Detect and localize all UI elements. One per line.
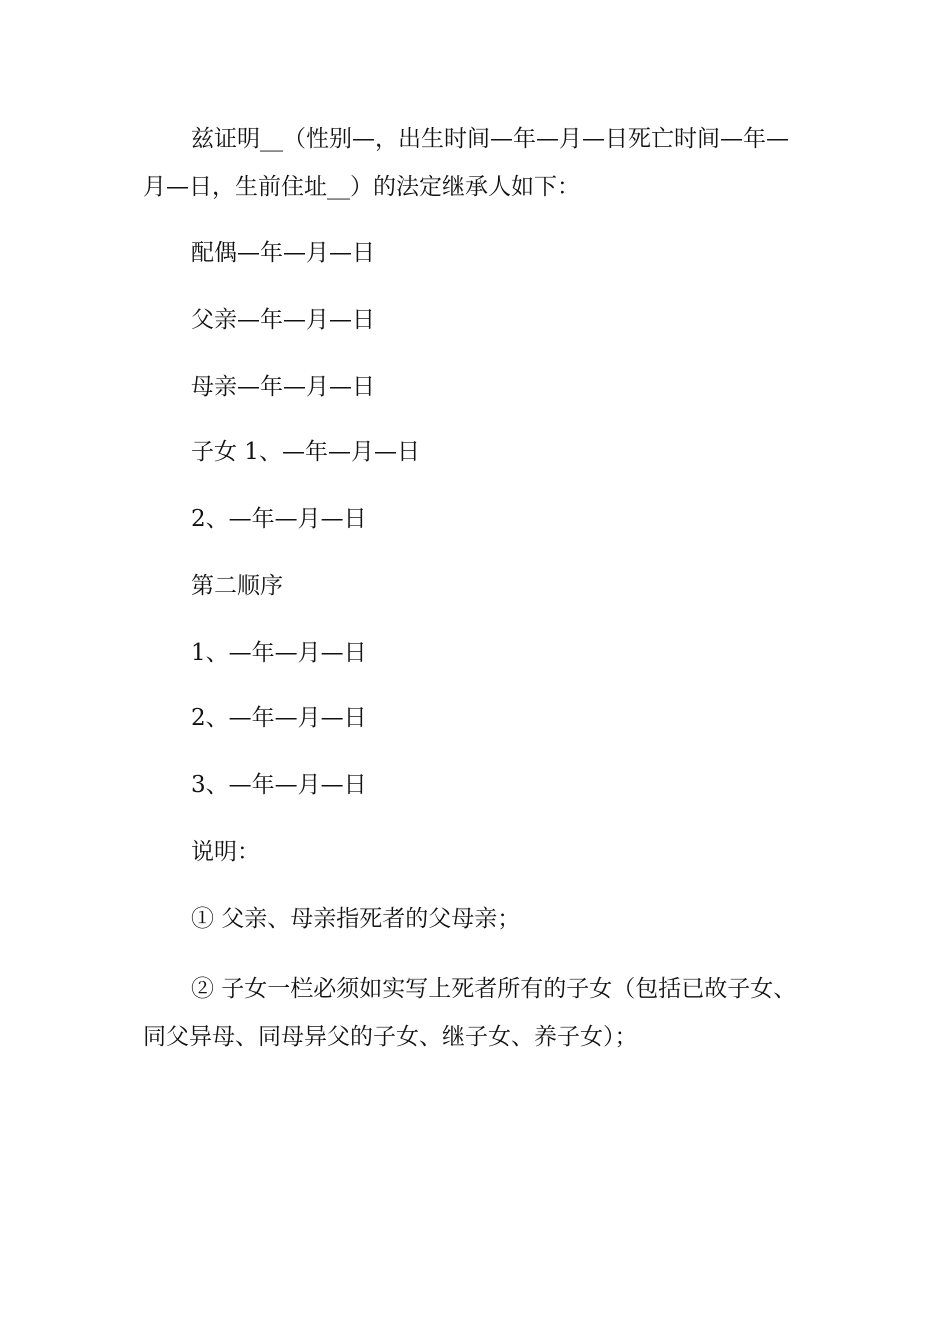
heir-mother: 母亲—年—月—日 (191, 374, 375, 400)
note-1: ① 父亲、母亲指死者的父母亲； (191, 906, 521, 932)
notes-heading: 说明： (191, 839, 260, 865)
intro-paragraph: 兹证明__（性别—，出生时间—年—月—日死亡时间—年—月—日，生前住址__）的法定继承人如下： (143, 126, 789, 200)
heir-father: 父亲—年—月—日 (191, 307, 375, 333)
second-order-item-3: 3、—年—月—日 (191, 772, 367, 798)
heir-child-1: 子女 1、—年—月—日 (191, 439, 420, 465)
note-2: ② 子女一栏必须如实写上死者所有的子女（包括已故子女、同父异母、同母异父的子女、继子女、养子女）； (143, 976, 797, 1050)
second-order-heading: 第二顺序 (191, 573, 283, 599)
heir-spouse: 配偶—年—月—日 (191, 240, 375, 266)
heir-child-2: 2、—年—月—日 (191, 506, 367, 532)
second-order-item-2: 2、—年—月—日 (191, 705, 367, 731)
second-order-item-1: 1、—年—月—日 (191, 640, 367, 666)
